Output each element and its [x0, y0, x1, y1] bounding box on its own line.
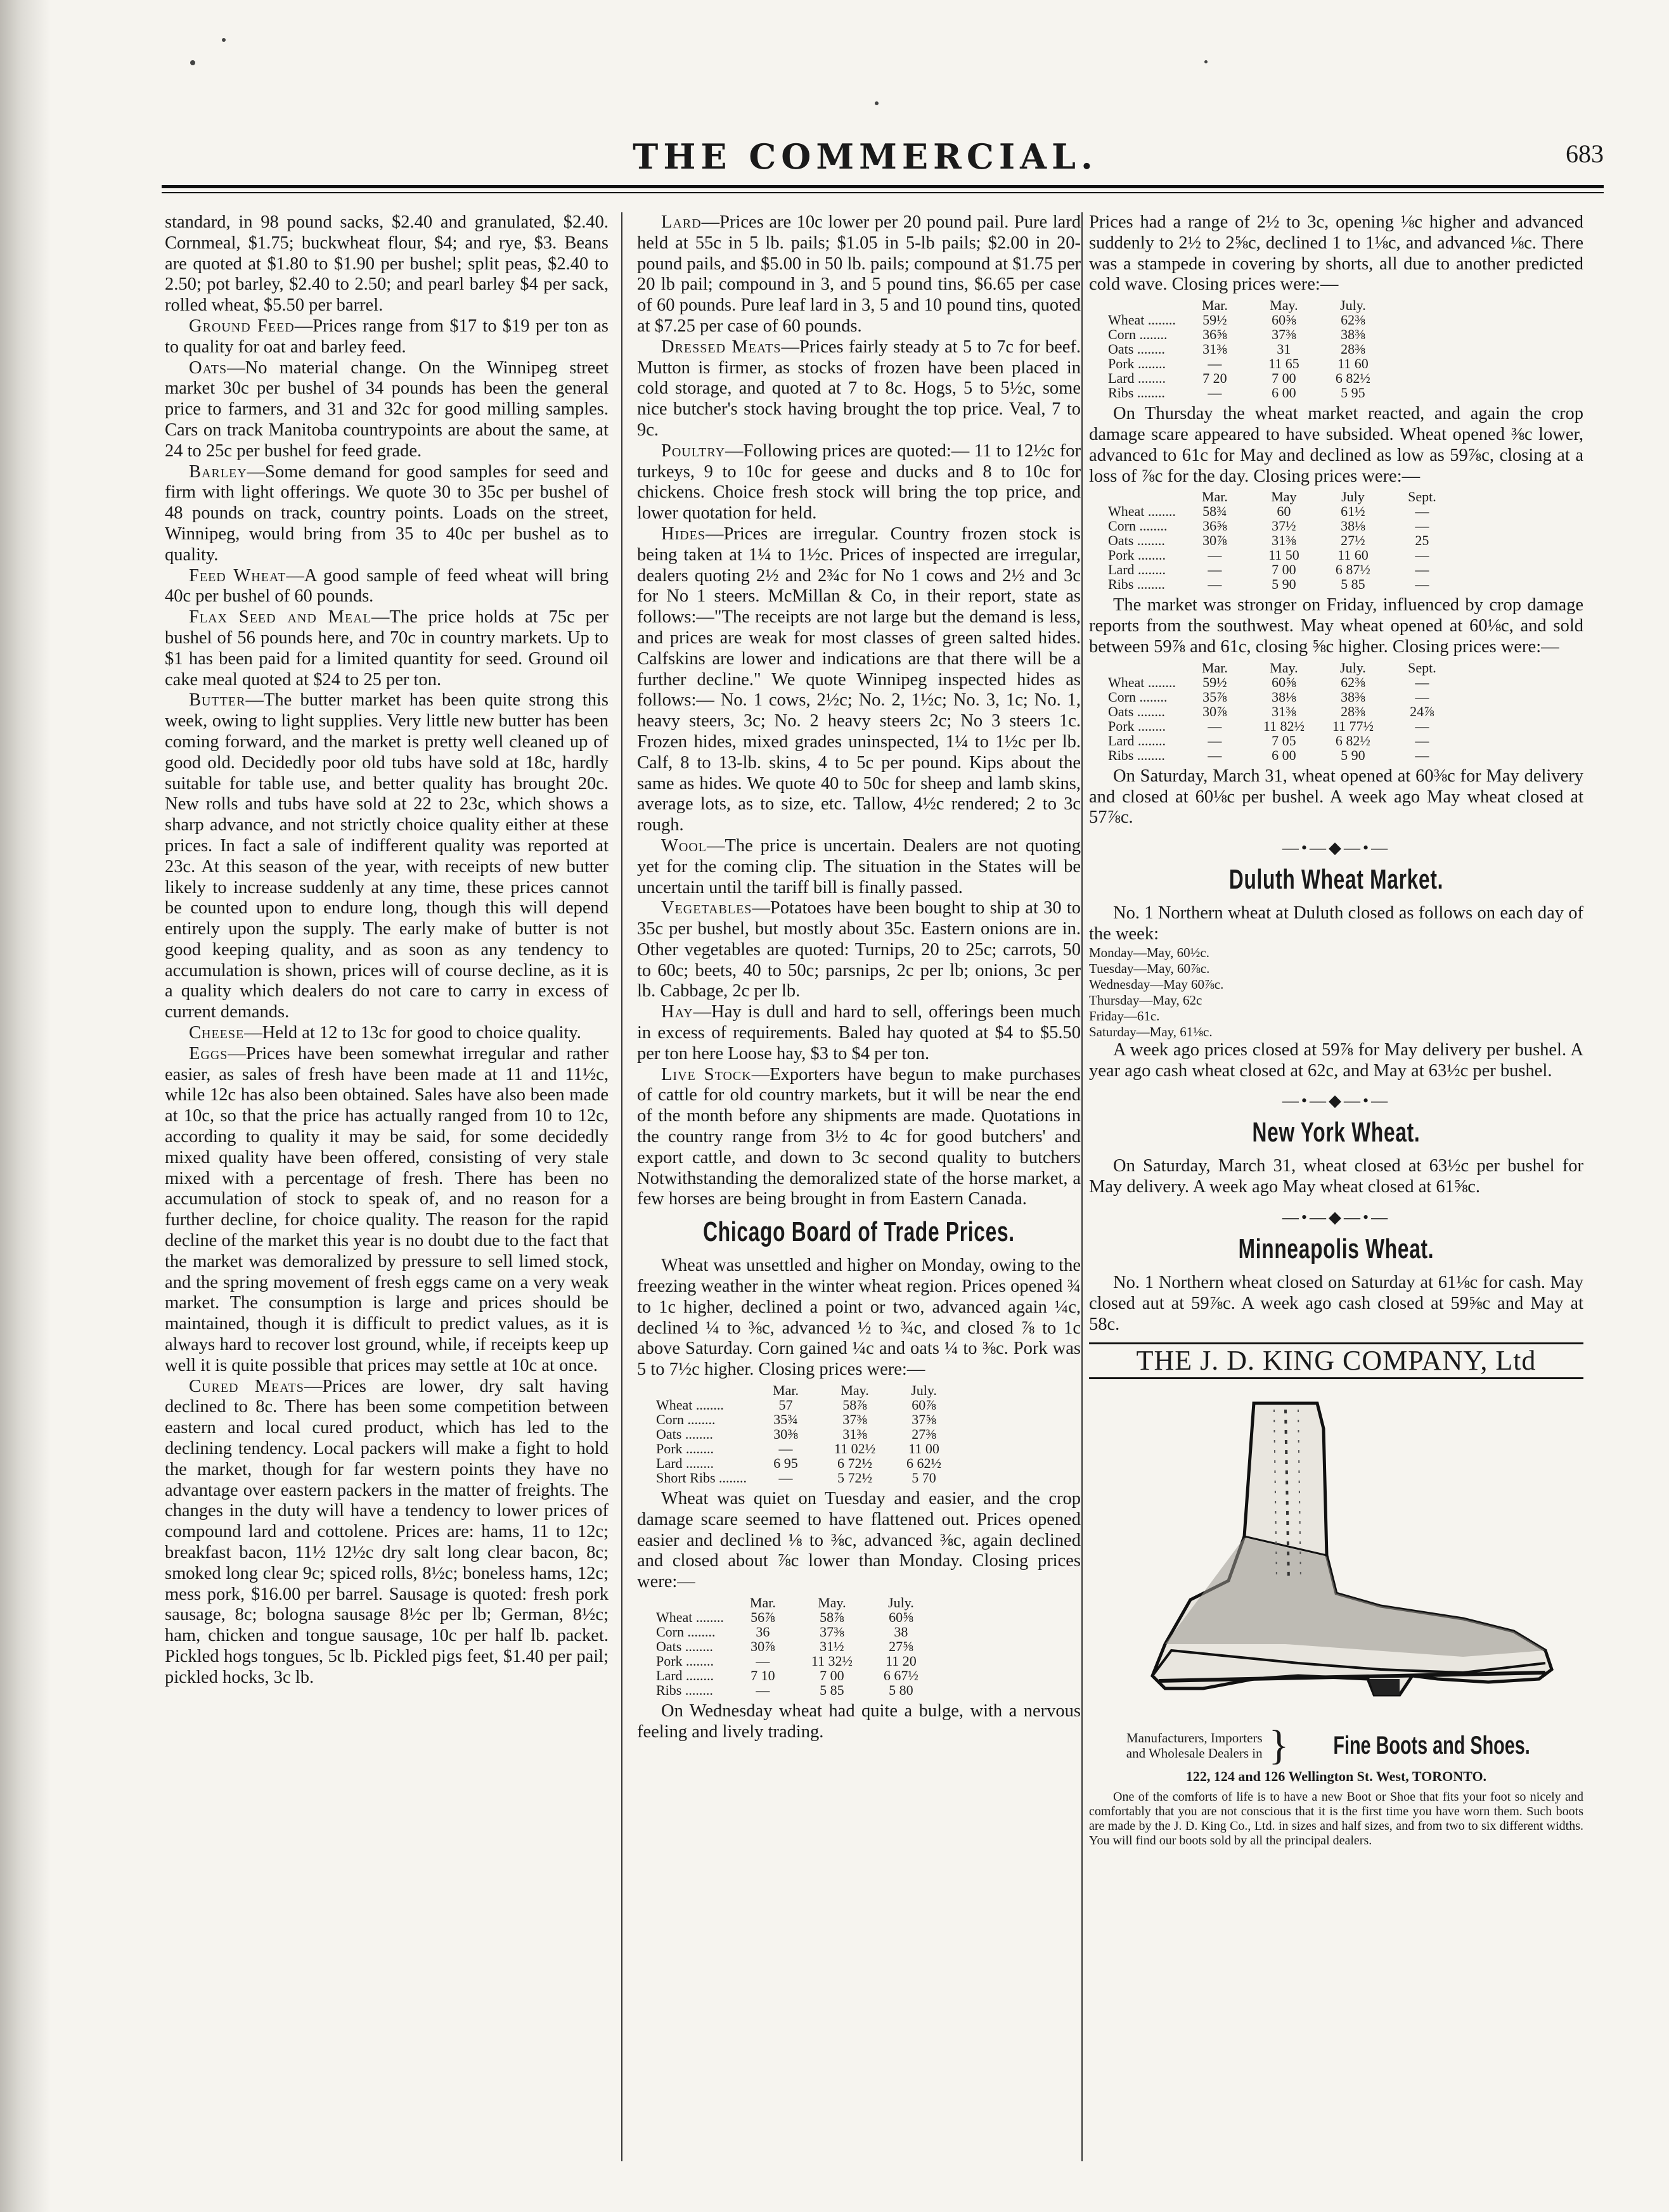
- heading-run-in: Cheese: [189, 1023, 245, 1043]
- price-cell: 11 32½: [811, 1653, 853, 1669]
- list-item: Wednesday—May 60⅞c.: [1089, 976, 1224, 992]
- masthead-title: THE COMMERCIAL.: [633, 136, 1098, 177]
- heading-run-in: Butter: [189, 690, 246, 711]
- table-header-row: [1108, 489, 1461, 504]
- print-speck: [875, 101, 879, 105]
- tagline-right: Fine Boots and Shoes.: [1333, 1732, 1531, 1760]
- price-cell: 11 65: [1268, 356, 1299, 372]
- paragraph-wool: [637, 836, 1081, 898]
- price-cell: 7 00: [1272, 370, 1296, 387]
- price-cell: 11 00: [908, 1441, 939, 1457]
- table-row: [656, 1624, 940, 1639]
- list-item: Friday—61c.: [1089, 1008, 1160, 1024]
- body-text: —Prices are 10c lower per 20 pound pail. Pure lard held at 55c in 5 lb. pails; $1.05 in 5-lb pails; $2.00 in 20-pound pails, and $5.00 in 50 lb. pails; compound at $1.75 per 20 lb pail; compound in 3, and 5 pound tins, $6.65 per case of 60 pounds. Pure leaf lard in 3, 5 and 10 pound tins, quoted at $7.25 per case of 60 pounds.: [637, 212, 1081, 336]
- price-cell: 35¾: [773, 1411, 798, 1428]
- paragraph: Wheat was unsettled and higher on Monday, owing to the freezing weather in the winter wheat region. Prices opened ¾ to 1c higher, declined a point or two, advanced again ¼c, declined ¼ to ⅜c, advanced ½ to ¾c, and closed ⅞ to 1c above Saturday. Corn gained ¼c and oats ¼ to ⅜c. Pork was 5 to 7½c higher. Closing prices were:—: [637, 1256, 1081, 1380]
- body-text: —Prices are lower, dry salt having declined to 8c. There has been some competition between eastern and local cured product, which has led to the declining tendency. Local packers will make a fight to hold the market, though for far western points they have no advantage over eastern packers in the matter of freights. The changes in the duty will have a tendency to lower prices of compound lard and cottolene. Prices are: hams, 11 to 12c; breakfast bacon, 11½ 12½c dry salt long clear bacon, 8c; smoked long clear 9c; spiced rolls, 8½c; boneless hams, 12c; mess pork, $16.00 per barrel. Sausage is quoted: fresh pork sausage, 8c; bologna sausage 8½c per lb; German, 8½c; ham, chicken and tongue sausage, 10c per half lb. packet. Pickled hogs tongues, 5c lb. Pickled pigs feet, $1.40 per pail; pickled hocks, 3c lb.: [165, 1376, 609, 1687]
- paragraph: No. 1 Northern wheat at Duluth closed as follows on each day of the week:: [1089, 903, 1583, 944]
- price-cell: 6 95: [773, 1455, 798, 1472]
- row-label: Wheat ........: [1108, 674, 1176, 690]
- body-text: —The price is uncertain. Dealers are not quoting yet for the coming clip. The situation in the States will be uncertain until the tariff bill is finally passed.: [637, 835, 1081, 897]
- price-cell: 31⅜: [1202, 341, 1227, 357]
- price-table: [656, 1383, 963, 1485]
- section-title-duluth: Duluth Wheat Market.: [1228, 864, 1444, 896]
- ad-address: 122, 124 and 126 Wellington St. West, TORONTO.: [1185, 1768, 1487, 1785]
- price-cell: —: [1415, 747, 1429, 763]
- row-label: Lard ........: [656, 1668, 714, 1684]
- body-text: —The price holds at 75c per bushel of 56 pounds here, and 70c in country markets. Up to $1 has been paid for a limited quantity for seed. Ground oil cake meal quoted at $24 to 25 per ton.: [165, 607, 609, 690]
- price-cell: 60⅝: [889, 1609, 913, 1626]
- table-row: [1108, 548, 1461, 562]
- price-cell: 38⅜: [1341, 688, 1365, 705]
- row-label: Lard ........: [1108, 562, 1166, 578]
- print-speck: [222, 38, 226, 42]
- heading-run-in: Oats: [189, 357, 228, 378]
- column-header: Mar.: [1201, 297, 1228, 314]
- table-row: [1108, 312, 1392, 327]
- table-row: [656, 1654, 940, 1668]
- section-title-minneapolis: Minneapolis Wheat.: [1238, 1233, 1434, 1264]
- table-header-row: [1108, 298, 1392, 312]
- table-header-row: [1108, 660, 1461, 675]
- table-row: [656, 1427, 963, 1441]
- price-cell: 37½: [1272, 518, 1296, 534]
- price-cell: 11 60: [1337, 356, 1369, 372]
- price-cell: 5 72½: [837, 1470, 873, 1486]
- price-cell: 37⅜: [1272, 326, 1296, 343]
- page-header: [127, 136, 1604, 181]
- heading-run-in: Lard: [661, 212, 702, 232]
- column-header: Sept.: [1408, 659, 1436, 676]
- column-header: July.: [1340, 659, 1366, 676]
- price-cell: 38⅛: [1341, 518, 1365, 534]
- column-header: May.: [841, 1382, 869, 1399]
- price-cell: 5 90: [1341, 747, 1365, 763]
- heading-run-in: Barley: [189, 461, 247, 482]
- column-header: May: [1271, 489, 1297, 505]
- price-cell: 5 85: [820, 1682, 844, 1699]
- body-text: —Prices have been somewhat irregular and rather easier, as sales of fresh have been made at 11 and 11½c, while 12c has also been obtained. Sales have also been made at 10c, so that the price has actually ranged from 10 to 12c, according to quality it may be said, for some decidedly mixed quality have been offered, consisting of very stale mixed with a percentage of fresh. There has been no accumulation of stock to speak of, and no reason for a further decline, for choice quality. The reason for the rapid decline of the market this year is no doubt due to the fact that the market was demoralized by pressure to sell limed stock, and the spring movement of fresh eggs came on a very weak market. The consumption is large and prices should be maintained, though it is difficult to predict values, as it is always hard to recover lost ground, while, if receipts keep up well it is quite possible that prices may settle at 10c at once.: [165, 1043, 609, 1375]
- price-cell: 7 00: [820, 1668, 844, 1684]
- table-row: [656, 1470, 963, 1485]
- price-cell: 11 50: [1268, 547, 1299, 563]
- paragraph: The market was stronger on Friday, influenced by crop damage reports from the southwest. May wheat opened at 60⅛c, and sold between 59⅞ and 61c, closing ⅝c higher. Closing prices were:—: [1089, 595, 1583, 657]
- price-cell: —: [778, 1441, 793, 1457]
- price-cell: 60⅞: [912, 1397, 936, 1413]
- table-row: [656, 1441, 963, 1456]
- column-header: July.: [911, 1382, 937, 1399]
- list-item: Monday—May, 60½c.: [1089, 944, 1209, 960]
- row-label: Short Ribs ........: [656, 1470, 747, 1486]
- paragraph: On Saturday, March 31, wheat closed at 63½c per bushel for May delivery. A week ago May wheat closed at 61⅝c.: [1089, 1156, 1583, 1197]
- section-title-new-york: New York Wheat.: [1252, 1117, 1421, 1148]
- column-header: Mar.: [749, 1595, 776, 1611]
- table-row: [656, 1639, 940, 1654]
- body-text: —Exporters have begun to make purchases of cattle for old country markets, but it will be near the end of the month before any shipments are made. Quotations in the country range from 3½ to 4c for good butchers' and export cattle, and down to 3c second quality to butchers Notwithstanding the demoralized state of the horse market, a few horses are being brought in from Eastern Canada.: [637, 1064, 1081, 1209]
- table-row: [1108, 748, 1461, 762]
- table-row: [1108, 371, 1392, 385]
- heading-run-in: Feed Wheat: [189, 565, 287, 586]
- ad-tagline: [1089, 1722, 1583, 1769]
- price-cell: 37⅜: [820, 1624, 844, 1640]
- column-header: Mar.: [773, 1382, 799, 1399]
- price-cell: 7 20: [1202, 370, 1227, 387]
- paragraph: No. 1 Northern wheat closed on Saturday at 61⅛c for cash. May closed aut at 59⅞c. A week ago cash closed at 59⅝c and May at 58c.: [1089, 1272, 1583, 1334]
- row-label: Ribs ........: [1108, 747, 1165, 763]
- row-label: Wheat ........: [656, 1609, 724, 1626]
- table-row: [656, 1456, 963, 1470]
- table-corner: [1108, 489, 1185, 504]
- price-cell: 11 82½: [1263, 717, 1305, 734]
- list-item: Thursday—May, 62c: [1089, 992, 1202, 1008]
- price-cell: —: [1415, 547, 1429, 563]
- price-cell: 7 10: [751, 1668, 775, 1684]
- column-2: [637, 212, 1081, 1743]
- price-cell: 5 95: [1341, 385, 1365, 401]
- table-row: [1108, 533, 1461, 548]
- price-cell: —: [1415, 688, 1429, 705]
- price-cell: 28⅜: [1341, 341, 1365, 357]
- row-label: Ribs ........: [656, 1682, 713, 1699]
- boot-illustration: [1108, 1391, 1564, 1720]
- price-cell: —: [1415, 562, 1429, 578]
- heading-run-in: Ground Feed: [189, 316, 295, 336]
- price-cell: 6 62½: [906, 1455, 942, 1472]
- price-cell: 27½: [1341, 532, 1365, 549]
- heading-run-in: Wool: [661, 835, 707, 856]
- body-text: —Prices fairly steady at 5 to 7c for beef. Mutton is firmer, as stocks of frozen have been placed in cold storage, and quoted at 7 to 8c. Hogs, 5 to 5½c, some nice butcher's stock having brought the top price. Veal, 7 to 9c.: [637, 337, 1081, 440]
- paragraph: On Saturday, March 31, wheat opened at 60⅜c for May delivery and closed at 60⅛c per bushel. A week ago May wheat closed at 57⅞c.: [1089, 766, 1583, 828]
- price-cell: 7 00: [1272, 562, 1296, 578]
- price-cell: 31⅜: [1272, 703, 1296, 719]
- row-label: Lard ........: [1108, 732, 1166, 749]
- row-label: Ribs ........: [1108, 385, 1165, 401]
- body-text: —Prices are irregular. Country frozen stock is being taken at 1¼ to 1½c. Prices of inspected are irregular, dealers quoting 2½ and 2¾c for No 1 cows and 2½ and 3c for No 1 steers. McMillan & Co, in their report, state as follows:—"The receipts are not large but the demand is less, and prices are weak for most classes of green salted hides. Calfskins are lower and indications are that there will be a further decline." We quote Winnipeg inspected hides as follows:— No. 1 cows, 2½c; No. 2, 1½c; No. 3, 1c; No. 1, heavy steers, 3c; No. 2 heavy steers 2c; No 3 steers 1c. Frozen hides, mixed grades uninspected, 1¼ to 1½c per lb. Calf, 8 to 13-lb. skins, 4 to 5c per pound. Kips about the same as hides. We quote 40 to 50c for sheep and lamb skins, average lots, as to size, etc. Tallow, 4½c rendered; 2 to 3c rough.: [637, 524, 1081, 835]
- table-corner: [656, 1383, 756, 1398]
- paragraph-hides: [637, 524, 1081, 836]
- section-title-chicago: Chicago Board of Trade Prices.: [703, 1216, 1015, 1248]
- price-cell: 62⅜: [1341, 674, 1365, 690]
- price-cell: —: [1208, 717, 1222, 734]
- column-header: July.: [888, 1595, 914, 1611]
- price-cell: 36: [756, 1624, 770, 1640]
- price-cell: 58⅞: [842, 1397, 867, 1413]
- price-cell: 27⅝: [889, 1638, 913, 1655]
- price-cell: 6 00: [1272, 747, 1296, 763]
- column-header: Mar.: [1201, 659, 1228, 676]
- price-cell: —: [1208, 747, 1222, 763]
- heading-run-in: Dressed Meats: [661, 337, 782, 357]
- price-cell: 30⅜: [773, 1426, 798, 1443]
- table-corner: [656, 1595, 733, 1610]
- price-cell: 30⅞: [1202, 703, 1227, 719]
- price-cell: —: [1415, 674, 1429, 690]
- price-cell: 58¾: [1202, 503, 1227, 520]
- row-label: Corn ........: [1108, 518, 1168, 534]
- price-cell: 61½: [1341, 503, 1365, 520]
- price-cell: 36⅝: [1202, 326, 1227, 343]
- paragraph: On Wednesday wheat had quite a bulge, with a nervous feeling and lively trading.: [637, 1701, 1081, 1742]
- table-row: [1108, 504, 1461, 518]
- row-label: Corn ........: [1108, 688, 1168, 705]
- price-cell: 6 82½: [1335, 370, 1370, 387]
- table-corner: [1108, 660, 1185, 675]
- price-cell: 6 72½: [837, 1455, 873, 1472]
- column-divider: [621, 212, 622, 2161]
- heading-run-in: Hay: [661, 1002, 693, 1022]
- paragraph-cured-meats: [165, 1377, 609, 1688]
- paragraph-barley: [165, 462, 609, 566]
- column-header: May.: [1270, 659, 1298, 676]
- price-cell: —: [1208, 562, 1222, 578]
- price-cell: 6 00: [1272, 385, 1296, 401]
- body-text: —Potatoes have been bought to ship at 30 to 35c per bushel, but mostly about 35c. Eastern onions are in. Other vegetables are quoted: Turnips, 20 to 25c; carrots, 50 to 60c; beets, 40 to 50c; parsnips, 2c per lb; onions, 3c per lb. Cabbage, 2c per lb.: [637, 898, 1081, 1001]
- price-cell: 25: [1415, 532, 1429, 549]
- column-divider: [1081, 212, 1083, 2161]
- column-3: [1089, 212, 1583, 1848]
- table-header-row: [656, 1383, 963, 1398]
- paragraph-poultry: [637, 441, 1081, 524]
- price-cell: 27⅜: [912, 1426, 936, 1443]
- price-cell: 59½: [1202, 674, 1227, 690]
- table-row: [1108, 704, 1461, 719]
- price-cell: 31⅜: [842, 1426, 867, 1443]
- table-corner: [1108, 298, 1185, 312]
- body-text: —Prices range from $17 to $19 per ton as to quality for oat and barley feed.: [165, 316, 609, 357]
- table-header-row: [656, 1595, 940, 1610]
- price-table: [1108, 298, 1392, 400]
- paragraph-vegetables: [637, 898, 1081, 1002]
- price-cell: 35⅞: [1202, 688, 1227, 705]
- row-label: Lard ........: [656, 1455, 714, 1472]
- column-header: May.: [818, 1595, 846, 1611]
- header-rule-thick: [162, 185, 1604, 188]
- price-cell: 30⅞: [751, 1638, 775, 1655]
- price-cell: 31½: [820, 1638, 844, 1655]
- price-cell: 11 20: [886, 1653, 917, 1669]
- price-cell: 11 60: [1337, 547, 1369, 563]
- table-row: [656, 1398, 963, 1412]
- row-label: Corn ........: [1108, 326, 1168, 343]
- paragraph: A week ago prices closed at 59⅞ for May delivery per bushel. A year ago cash wheat closed at 62c, and May at 63½c per bushel.: [1089, 1039, 1583, 1081]
- row-label: Oats ........: [656, 1638, 713, 1655]
- section-ornament: —•—◆—•—: [1282, 1207, 1391, 1226]
- price-cell: —: [756, 1682, 770, 1699]
- price-cell: 38⅛: [1272, 688, 1296, 705]
- body-text: —Following prices are quoted:— 11 to 12½c for turkeys, 9 to 10c for geese and ducks and 8 to 10c for chickens. Choice fresh stock will bring the top price, and lower quotation for held.: [637, 440, 1081, 524]
- table-row: [1108, 733, 1461, 748]
- price-cell: 5 80: [889, 1682, 913, 1699]
- price-cell: 11 77½: [1332, 717, 1374, 734]
- price-cell: —: [1208, 356, 1222, 372]
- price-cell: 5 90: [1272, 576, 1296, 593]
- paragraph: standard, in 98 pound sacks, $2.40 and granulated, $2.40. Cornmeal, $1.75; buckwheat flour, $4; and rye, $3. Beans are quoted at $1.80 to $1.90 per bushel; split peas, $2.40 to 2.50; pot barley, $2.40 to 2.50; and pearl barley $4 per sack, rolled wheat, $5.50 per barrel.: [165, 212, 609, 316]
- row-label: Wheat ........: [1108, 503, 1176, 520]
- column-1: [165, 212, 609, 1688]
- advertisement: [1089, 1342, 1583, 1848]
- row-label: Pork ........: [1108, 356, 1166, 372]
- price-cell: 37⅜: [842, 1411, 867, 1428]
- paragraph-flax: [165, 607, 609, 690]
- table-row: [1108, 518, 1461, 533]
- body-text: —The butter market has been quite strong this week, owing to light supplies. Very little new butter has been coming forward, and the market is pretty well cleaned up of good old. Decidedly poor old tubs have sold at 18c, hardly suitable for table use, and better quality has brought 20c. New rolls and tubs have sold at 22 to 23c, which shows a sharp advance, and not strictly choice quality either at these prices. In fact a sale of indifferent quality was reported at 23c. At this season of the year, with receipts of new butter likely to increase suddenly at any time, these prices cannot be counted upon to endure long, though this will depend entirely upon the supply. The early make of butter is not good keeping quality, and as soon as any tendency to accumulation is shown, prices will of course decline, as it is a quality which dealers do not care to carry in excess of current demands.: [165, 690, 609, 1022]
- price-cell: 28⅜: [1341, 703, 1365, 719]
- row-label: Pork ........: [656, 1653, 714, 1669]
- price-cell: 5 85: [1341, 576, 1365, 593]
- list-item: Saturday—May, 61⅛c.: [1089, 1024, 1213, 1039]
- row-label: Corn ........: [656, 1411, 716, 1428]
- row-label: Lard ........: [1108, 370, 1166, 387]
- paragraph-ground-feed: [165, 316, 609, 358]
- row-label: Pork ........: [1108, 547, 1166, 563]
- body-text: —Some demand for good samples for seed and firm with light offerings. We quote 30 to 35c per bushel of 48 pounds on track, country points. Loads on the street, Winnipeg, would bring from 35 to 40c per bushel as to quality.: [165, 461, 609, 565]
- price-cell: —: [1208, 732, 1222, 749]
- print-speck: [1204, 60, 1208, 63]
- heading-run-in: Flax Seed and Meal: [189, 607, 371, 627]
- price-cell: 38⅜: [1341, 326, 1365, 343]
- table-row: [1108, 675, 1461, 690]
- price-cell: 60⅝: [1272, 312, 1296, 328]
- price-cell: 37⅝: [912, 1411, 936, 1428]
- price-cell: 58⅞: [820, 1609, 844, 1626]
- price-cell: 6 87½: [1335, 562, 1370, 578]
- table-row: [1108, 719, 1461, 733]
- table-row: [656, 1668, 940, 1683]
- price-cell: —: [1415, 518, 1429, 534]
- price-cell: 6 67½: [883, 1668, 918, 1684]
- price-cell: —: [1208, 576, 1222, 593]
- column-header: July: [1341, 489, 1365, 505]
- table-row: [1108, 385, 1392, 400]
- row-label: Oats ........: [1108, 703, 1165, 719]
- price-table: [1108, 660, 1461, 762]
- body-text: —A good sample of feed wheat will bring 40c per bushel of 60 pounds.: [165, 565, 609, 607]
- ad-copy: One of the comforts of life is to have a new Boot or Shoe that fits your foot so nicely and comfortably that you are not conscious that it is the first time you have worn them. Such boots are made by the J. D. King Co., Ltd. in sizes and half sizes, and from two to six different widths. You will find our boots sold by all the principal dealers.: [1089, 1790, 1583, 1848]
- paragraph-lard: [637, 212, 1081, 337]
- paragraph-hay: [637, 1002, 1081, 1064]
- heading-run-in: Live Stock: [661, 1064, 752, 1084]
- row-label: Wheat ........: [656, 1397, 724, 1413]
- section-ornament: —•—◆—•—: [1282, 1091, 1391, 1110]
- paragraph-eggs: [165, 1044, 609, 1377]
- table-row: [1108, 356, 1392, 371]
- price-cell: 31: [1277, 341, 1291, 357]
- heading-run-in: Hides: [661, 524, 706, 544]
- row-label: Pork ........: [656, 1441, 714, 1457]
- table-row: [656, 1412, 963, 1427]
- print-speck: [190, 60, 195, 65]
- price-cell: —: [1415, 717, 1429, 734]
- duluth-day-list: [1089, 945, 1583, 1040]
- table-row: [1108, 690, 1461, 704]
- row-label: Oats ........: [1108, 532, 1165, 549]
- price-cell: 59½: [1202, 312, 1227, 328]
- list-item: Tuesday—May, 60⅞c.: [1089, 960, 1210, 976]
- table-row: [656, 1683, 940, 1697]
- price-cell: —: [1208, 547, 1222, 563]
- paragraph: Prices had a range of 2½ to 3c, opening ⅛c higher and advanced suddenly to 2½ to 2⅝c, declined 1 to 1⅛c, and advanced ⅛c. There was a stampede in covering by shorts, all due to another predicted cold wave. Closing prices were:—: [1089, 212, 1583, 295]
- paragraph-butter: [165, 690, 609, 1023]
- heading-run-in: Cured Meats: [189, 1376, 304, 1396]
- paragraph-oats: [165, 358, 609, 462]
- price-table: [656, 1595, 940, 1697]
- table-row: [1108, 577, 1461, 591]
- page-number: 683: [1566, 139, 1604, 168]
- body-text: —Held at 12 to 13c for good to choice quality.: [244, 1023, 581, 1043]
- price-cell: 6 82½: [1335, 732, 1370, 749]
- price-cell: 62⅜: [1341, 312, 1365, 328]
- table-row: [1108, 562, 1461, 577]
- column-header: Mar.: [1201, 489, 1228, 505]
- table-row: [1108, 342, 1392, 356]
- advertiser-name: THE J. D. KING COMPANY, Ltd: [1089, 1342, 1583, 1379]
- header-rule-thin: [162, 192, 1604, 193]
- price-cell: 5 70: [912, 1470, 936, 1486]
- price-cell: 30⅞: [1202, 532, 1227, 549]
- brace-glyph: }: [1268, 1722, 1289, 1769]
- heading-run-in: Vegetables: [661, 898, 752, 918]
- column-header: July.: [1340, 297, 1366, 314]
- paragraph-live-stock: [637, 1065, 1081, 1211]
- page-binding-edge: [0, 0, 51, 2212]
- price-cell: —: [778, 1470, 793, 1486]
- price-cell: 57: [778, 1397, 793, 1413]
- price-cell: 11 02½: [834, 1441, 876, 1457]
- row-label: Oats ........: [1108, 341, 1165, 357]
- body-text: —Hay is dull and hard to sell, offerings been much in excess of requirements. Baled hay quoted at $4 to $5.50 per ton here Loose hay, $3 to $4 per ton.: [637, 1002, 1081, 1064]
- price-cell: 31⅜: [1272, 532, 1296, 549]
- price-cell: 7 05: [1272, 732, 1296, 749]
- heading-run-in: Poultry: [661, 440, 726, 461]
- price-cell: 24⅞: [1410, 703, 1434, 719]
- price-cell: 56⅞: [751, 1609, 775, 1626]
- price-cell: —: [1415, 503, 1429, 520]
- paragraph-cheese: [165, 1023, 609, 1044]
- price-cell: —: [1415, 732, 1429, 749]
- row-label: Corn ........: [656, 1624, 716, 1640]
- tagline-left: Manufacturers, Importers and Wholesale Dealers in: [1126, 1730, 1263, 1761]
- column-header: May.: [1270, 297, 1298, 314]
- section-ornament: —•—◆—•—: [1282, 839, 1391, 858]
- table-row: [1108, 327, 1392, 342]
- row-label: Pork ........: [1108, 717, 1166, 734]
- price-table: [1108, 489, 1461, 591]
- body-text: —No material change. On the Winnipeg street market 30c per bushel of 34 pounds has been the general price to farmers, and 31 and 32c for good milling samples. Cars on track Manitoba countrypoints are about the same, at 24 to 25c per bushel for feed grade.: [165, 357, 609, 461]
- paragraph-feed-wheat: [165, 566, 609, 608]
- row-label: Oats ........: [656, 1426, 713, 1443]
- price-cell: —: [1208, 385, 1222, 401]
- column-header: Sept.: [1408, 489, 1436, 505]
- price-cell: 60⅝: [1272, 674, 1296, 690]
- paragraph: On Thursday the wheat market reacted, and again the crop damage scare appeared to have subsided. Wheat opened ⅜c lower, advanced to 61c for May and declined as low as 59⅞c, closing at a loss of ⅞c for the day. Closing prices were:—: [1089, 404, 1583, 486]
- price-cell: 60: [1277, 503, 1291, 520]
- price-cell: 36⅝: [1202, 518, 1227, 534]
- price-cell: —: [1415, 576, 1429, 593]
- paragraph-dressed-meats: [637, 337, 1081, 441]
- heading-run-in: Eggs: [189, 1043, 228, 1064]
- row-label: Wheat ........: [1108, 312, 1176, 328]
- price-cell: —: [756, 1653, 770, 1669]
- paragraph: Wheat was quiet on Tuesday and easier, and the crop damage scare seemed to have flattened out. Prices opened easier and declined ⅛ to ⅜c, advanced ⅜c, again declined and closed about ⅞c lower than Monday. Closing prices were:—: [637, 1489, 1081, 1592]
- price-cell: 38: [894, 1624, 908, 1640]
- table-row: [656, 1610, 940, 1624]
- row-label: Ribs ........: [1108, 576, 1165, 593]
